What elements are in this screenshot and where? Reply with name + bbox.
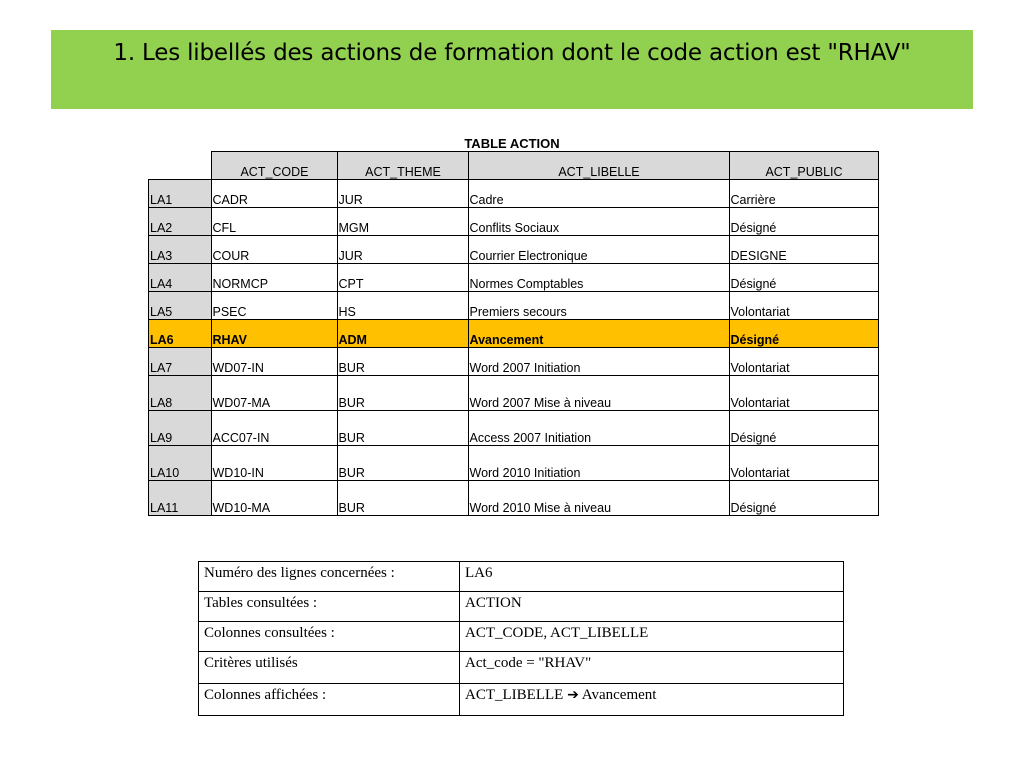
info-row [199,622,844,652]
row-label: LA3 [149,236,212,264]
info-key: Colonnes affichées : [199,684,460,716]
info-key: Critères utilisés [199,652,460,684]
cell-public: Volontariat [729,446,878,481]
cell-public: Volontariat [729,376,878,411]
cell-theme: JUR [337,236,468,264]
cell-code: ACC07-IN [211,411,337,446]
cell-public: Carrière [729,180,878,208]
cell-theme: BUR [337,348,468,376]
info-key: Colonnes consultées : [199,622,460,652]
cell-libelle: Premiers secours [468,292,729,320]
page-title: 1. Les libellés des actions de formation dont le code action est "RHAV" [113,40,911,66]
info-row [199,592,844,622]
info-value: ACTION [460,592,844,622]
info-value-column: ACT_LIBELLE [465,687,564,703]
cell-public: DESIGNE [729,236,878,264]
row-label: LA8 [149,376,212,411]
cell-theme: BUR [337,446,468,481]
info-key: Numéro des lignes concernées : [199,562,460,592]
cell-theme: ADM [337,320,468,348]
table-row [149,481,879,516]
cell-public: Désigné [729,411,878,446]
cell-libelle: Word 2010 Mise à niveau [468,481,729,516]
info-value [460,684,844,716]
cell-code: RHAV [211,320,337,348]
cell-theme: HS [337,292,468,320]
info-value-result: Avancement [581,687,657,703]
cell-code: COUR [211,236,337,264]
cell-code: WD10-IN [211,446,337,481]
table-row [149,376,879,411]
cell-public: Désigné [729,481,878,516]
info-row [199,562,844,592]
cell-code: PSEC [211,292,337,320]
cell-code: WD07-MA [211,376,337,411]
cell-code: WD07-IN [211,348,337,376]
cell-public: Désigné [729,320,878,348]
row-label: LA1 [149,180,212,208]
query-info-table [198,561,844,716]
table-row [149,348,879,376]
cell-code: WD10-MA [211,481,337,516]
column-header-act-code: ACT_CODE [211,152,337,180]
cell-theme: CPT [337,264,468,292]
cell-theme: BUR [337,481,468,516]
table-row [149,292,879,320]
cell-public: Désigné [729,208,878,236]
corner-cell [149,152,212,180]
table-row [149,264,879,292]
table-row [149,180,879,208]
cell-libelle: Cadre [468,180,729,208]
row-label: LA6 [149,320,212,348]
table-row [149,208,879,236]
cell-theme: MGM [337,208,468,236]
cell-public: Désigné [729,264,878,292]
cell-code: NORMCP [211,264,337,292]
cell-libelle: Courrier Electronique [468,236,729,264]
column-header-act-public: ACT_PUBLIC [729,152,878,180]
info-row [199,684,844,716]
row-label: LA10 [149,446,212,481]
table-header-row [149,152,879,180]
right-arrow-icon: ➔ [567,687,579,703]
cell-libelle: Conflits Sociaux [468,208,729,236]
info-row [199,652,844,684]
row-label: LA4 [149,264,212,292]
column-header-act-theme: ACT_THEME [337,152,468,180]
column-header-act-libelle: ACT_LIBELLE [468,152,729,180]
cell-libelle: Word 2007 Mise à niveau [468,376,729,411]
cell-code: CFL [211,208,337,236]
info-value: ACT_CODE, ACT_LIBELLE [460,622,844,652]
cell-public: Volontariat [729,292,878,320]
row-label: LA5 [149,292,212,320]
cell-libelle: Access 2007 Initiation [468,411,729,446]
info-value: LA6 [460,562,844,592]
info-value: Act_code = "RHAV" [460,652,844,684]
table-row [149,446,879,481]
cell-theme: BUR [337,411,468,446]
cell-public: Volontariat [729,348,878,376]
table-row [149,411,879,446]
cell-theme: BUR [337,376,468,411]
cell-libelle: Word 2007 Initiation [468,348,729,376]
info-key: Tables consultées : [199,592,460,622]
table-row-highlighted [149,320,879,348]
table-row [149,236,879,264]
row-label: LA11 [149,481,212,516]
row-label: LA9 [149,411,212,446]
cell-libelle: Avancement [468,320,729,348]
cell-code: CADR [211,180,337,208]
row-label: LA2 [149,208,212,236]
cell-theme: JUR [337,180,468,208]
action-table [148,151,879,516]
cell-libelle: Word 2010 Initiation [468,446,729,481]
table-caption: TABLE ACTION [464,136,560,151]
title-banner [51,30,973,109]
row-label: LA7 [149,348,212,376]
cell-libelle: Normes Comptables [468,264,729,292]
